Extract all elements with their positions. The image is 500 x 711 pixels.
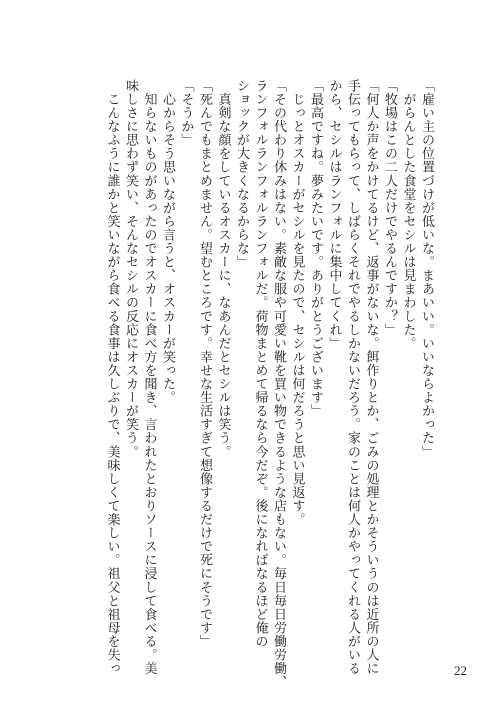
text-line: 「最高ですね。夢みたいです。ありがとうございます」: [308, 79, 323, 418]
page-number: 22: [454, 663, 467, 678]
text-line: ランフォルランフォルランフォルだ。荷物まとめて帰るなら今だぞ。後になればなるほど俺の: [252, 79, 268, 649]
text-line: 「何人か声をかけてるけど、返事がないな。餌作りとか、ごみの処理とかそういうのは近所の人に: [363, 79, 379, 676]
text-line: から、セシルはランフォルに集中してくれ」: [326, 79, 342, 350]
text-line: ショックが大きくなるからな」: [234, 79, 249, 269]
text-line: 「その代わり休みはない。素敵な服や可愛い靴を買い物できるような店もない。毎日毎日労働労働、: [271, 79, 286, 689]
text-line: 「死んでもまとめません。望むところです。幸せな生活すぎて想像するだけで死にそうです」: [197, 79, 212, 649]
text-line: 知らないものがあったのでオスカーに食べ方を聞き、言われたとおりソースに浸して食べる。美: [141, 79, 157, 676]
vertical-text-body: [102, 79, 435, 689]
text-line: 「牧場はこの二人だけでやるんですか？」: [382, 79, 397, 337]
text-line: じっとオスカーがセシルを見たので、セシルは何だろうと思い見返す。: [289, 79, 305, 527]
text-line: 「雇い主の位置づけが低いな。まあいい。いいならよかった」: [419, 79, 434, 459]
text-line: 心からそう思いながら言うと、オスカーが笑った。: [160, 79, 175, 405]
text-line: こんなふうに誰かと笑いながら食べる食事は久しぶりで、美味しくて楽しい。祖父と祖母を失っ: [104, 79, 120, 676]
text-line: 手伝ってもらって、しばらくそれでやるしかないだろう。家のことは何人かやってくれる人がいる: [345, 79, 360, 676]
text-line: 味しさに思わず笑い、そんなセシルの反応にオスカーが笑う。: [123, 79, 138, 459]
text-line: 真剣な顔をしているオスカーに、なあんだとセシルは笑う。: [215, 79, 231, 459]
text-line: 「そうか」: [178, 79, 194, 147]
text-line: がらんとした食堂をセシルは見まわした。: [400, 79, 416, 350]
